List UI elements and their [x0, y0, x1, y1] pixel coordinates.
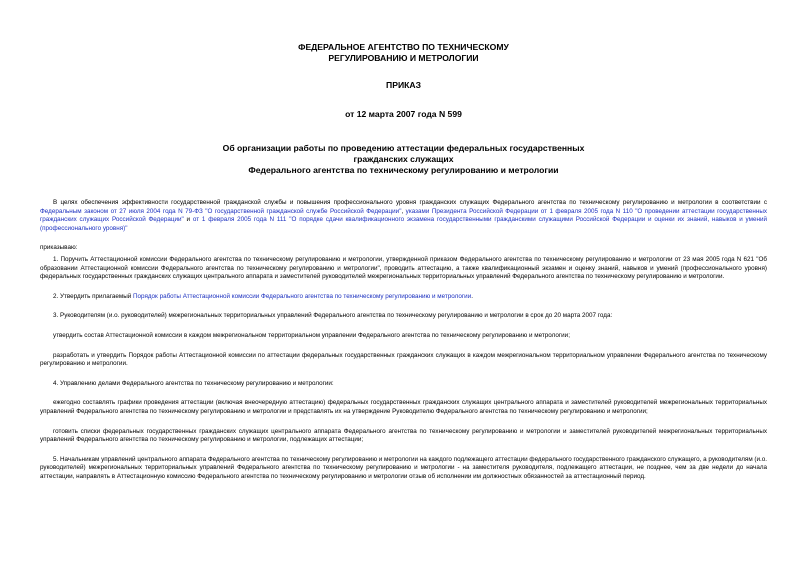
document-title-line1: Об организации работы по проведению аттестации федеральных государственных [222, 143, 585, 153]
document-date: от 12 марта 2007 года N 599 [345, 108, 462, 119]
document-title-line3: Федерального агентства по техническому регулированию и метрологии [248, 165, 559, 175]
paragraph-4: 4. Управлению делами Федерального агентства по техническому регулированию и метрологии: [53, 379, 334, 387]
document-title [40, 143, 767, 176]
agency-name [40, 42, 767, 63]
paragraph-4a: ежегодно составлять графики проведения аттестации (включая внеочередную аттестацию) федеральных государственных гражданских служащих центрального аппарата и заместителей руководителей межрегиональных территориальных управлений Федерального агентства по техническому регулированию и метрологии и представлять их на утверждение Руководителю Федерального агентства по техническому регулированию и метрологии; [40, 399, 767, 415]
document-body [40, 199, 767, 481]
intro-paragraph [40, 199, 767, 233]
paragraph-3: 3. Руководителям (и.о. руководителей) межрегиональных территориальных управлений Федерального агентства по техническому регулированию и метрологии в срок до 20 марта 2007 года: [53, 312, 613, 320]
document-title-line2: гражданских служащих [353, 154, 454, 164]
procedure-link[interactable]: Порядок работы Аттестационной комиссии Федерального агентства по техническому регулированию и метрологии [133, 292, 472, 300]
prikazyvayu-text: приказываю: [40, 244, 78, 252]
decree-110-link[interactable]: указами Президента Российской Федерации от 1 февраля 2005 года N 110 "О проведении аттестации государственных гражданских служащих Российской Федерации" [40, 207, 768, 224]
agency-name-line1: ФЕДЕРАЛЬНОЕ АГЕНТСТВО ПО ТЕХНИЧЕСКОМУ [298, 42, 509, 52]
paragraph-4b: готовить списки федеральных государственных гражданских служащих центрального аппарата Федерального агентства по техническому регулированию и метрологии и заместителей руководителей межрегиональных территориальных управлений Федерального агентства по техническому регулированию и метрологии, подлежащих аттестации; [40, 427, 767, 444]
paragraph-3a: утвердить состав Аттестационной комиссии в каждом межрегиональном территориальном управлении Федерального агентства по техническому регулированию и метрологии; [53, 331, 570, 339]
agency-name-line2: РЕГУЛИРОВАНИЮ И МЕТРОЛОГИИ [328, 52, 479, 63]
paragraph-5: 5. Начальникам управлений центрального аппарата Федерального агентства по техническому регулированию и метрологии на каждого подлежащего аттестации федерального государственного гражданского служащего, а руководителям (и.о. руководителей) межрегиональных территориальных управлений Федерального агентства по техническому регулированию и метрологии - на заместителя руководителя, подлежащего аттестации, не позднее, чем за две недели до начала аттестации, направлять в Аттестационную комиссию Федерального агентства по техническому регулированию и метрологии отзыв об исполнении им должностных обязанностей за аттестационный период. [40, 455, 768, 480]
intro-text-a: В целях обеспечения эффективности государственной гражданской службы и повышения профессионального уровня гражданских служащих Федерального агентства по техническому регулированию и метрологии в соответствии с [53, 199, 767, 206]
paragraph-3b: разработать и утвердить Порядок работы Аттестационной комиссии по аттестации федеральных государственных гражданских служащих в каждом межрегиональном территориальном управлении Федерального агентства по техническому регулированию и метрологии. [40, 351, 767, 368]
paragraph-2-text-a: 2. Утвердить прилагаемый [53, 292, 134, 300]
paragraph-2-text-b: . [471, 292, 473, 300]
federal-law-link[interactable]: Федеральным законом от 27 июля 2004 года N 79-ФЗ "О государственной гражданской службе Российской Федерации" [40, 207, 402, 215]
intro-text-c: и [183, 216, 193, 224]
paragraph-2 [40, 293, 767, 302]
paragraph-1: 1. Поручить Аттестационной комиссии Федерального агентства по техническому регулированию и метрологии, утвержденной приказом Федерального агентства по техническому регулированию и метрологии от 23 мая 2005 года N 621 "Об образовании Аттестационной комиссии Федерального агентства по техническому регулированию и метрологии", проводить аттестацию, а также квалификационный экзамен и оценку знаний, навыков и умений (профессионального уровня) федеральных государственных гражданских служащих центрального аппарата и заместителей руководителей межрегиональных территориальных управлений Федерального агентства по техническому регулированию и метрологии. [40, 255, 767, 281]
document-header [40, 42, 767, 176]
document-type: ПРИКАЗ [386, 80, 421, 90]
decree-111-link[interactable]: от 1 февраля 2005 года N 111 "О порядке сдачи квалификационного экзамена государственными гражданскими служащими Российской Федерации и оценки их знаний, навыков и умений (профессионального уровня)" [40, 216, 767, 232]
intro-text-b: , [401, 207, 406, 215]
